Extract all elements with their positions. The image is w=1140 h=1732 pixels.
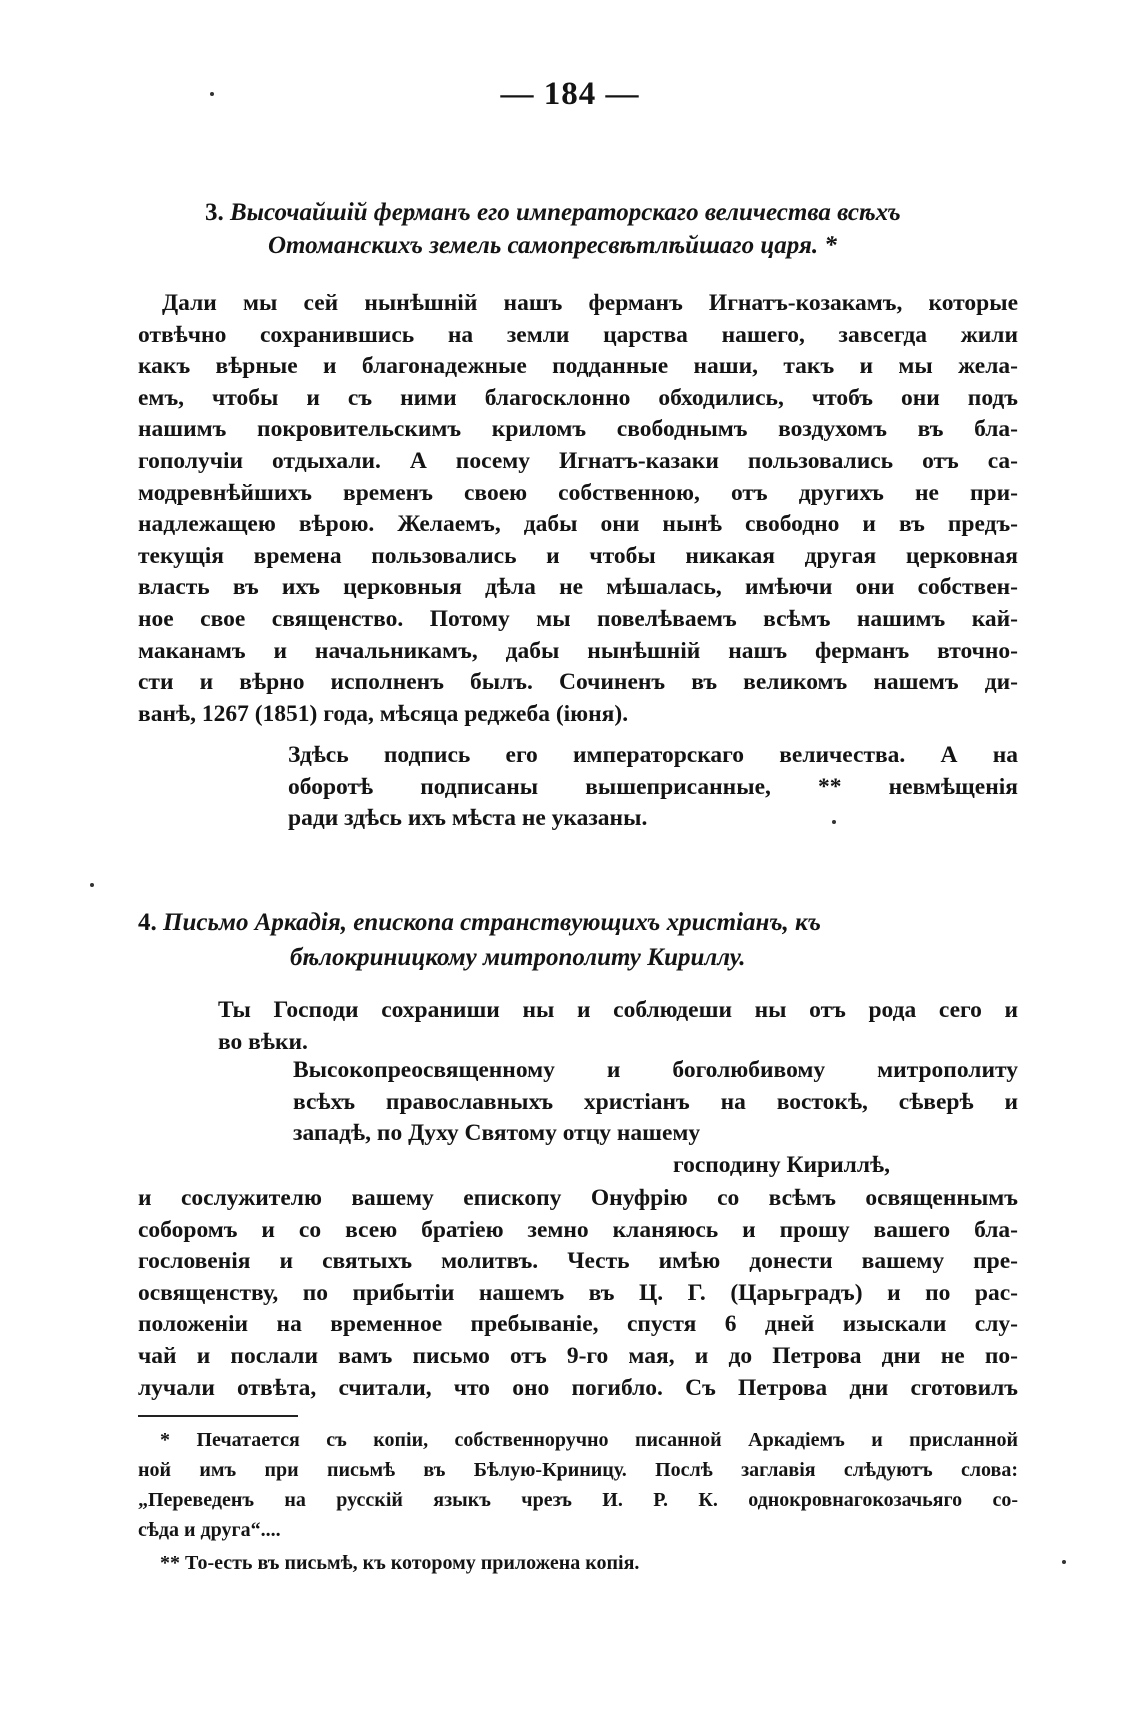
text-line: емъ, чтобы и съ ними благосклонно обходились, чтобъ они подъ	[138, 384, 1018, 411]
section-4-title-line-2: бѣлокриницкому митрополиту Кириллу.	[290, 944, 746, 971]
text-line: маканамъ и начальникамъ, дабы нынѣшній нашъ ферманъ вточно-	[138, 637, 1018, 664]
address-name: господину Кириллѣ,	[673, 1152, 891, 1178]
invocation	[218, 995, 1018, 1058]
text-line: гополучіи отдыхали. А посему Игнатъ-казаки пользовались отъ са-	[138, 447, 1018, 474]
section-3-title	[205, 195, 901, 231]
text-line: чай и послали вамъ письмо отъ 9-го мая, и до Петрова дни не по-	[138, 1342, 1018, 1369]
section-4-title	[138, 905, 821, 941]
section-4-body	[138, 1183, 1018, 1404]
text-line: соборомъ и со всею братіею земно кланяюсь и прошу вашего бла-	[138, 1216, 1018, 1243]
footnote-line: сѣда и друга“....	[138, 1519, 281, 1541]
footnote-line: ** То-есть въ письмѣ, къ которому приложена копія.	[160, 1552, 640, 1574]
section-4-title-cont	[290, 940, 746, 976]
section-3-title-line-1: Высочайшій ферманъ его императорскаго величества всѣхъ	[230, 199, 901, 226]
text-line: текущія времена пользовались и чтобы никакая другая церковная	[138, 542, 1018, 569]
section-4-number: 4.	[138, 909, 157, 936]
text-line: ради здѣсь ихъ мѣста не указаны.	[288, 805, 648, 832]
text-line: гословенія и святыхъ молитвъ. Честь имѣю донести вашему пре-	[138, 1248, 1018, 1275]
text-line: надлежащею вѣрою. Желаемъ, дабы они нынѣ свободно и въ предъ-	[138, 511, 1018, 538]
text-line: Высокопреосвященному и боголюбивому митрополиту	[293, 1057, 1018, 1083]
signature-note	[288, 740, 1018, 835]
footnote-2	[138, 1548, 1018, 1578]
text-line: модревнѣйшихъ временъ своею собственною, отъ другихъ не при-	[138, 479, 1018, 506]
text-line: лучали отвѣта, считали, что оно погибло. Съ Петрова дни сготовилъ	[138, 1374, 1018, 1401]
text-line: нашимъ покровительскимъ криломъ свободнымъ воздухомъ въ бла-	[138, 416, 1018, 443]
footnote-1	[138, 1425, 1018, 1545]
text-line: во вѣки.	[218, 1028, 308, 1055]
section-3-body	[138, 288, 1018, 730]
section-4-title-line-1: Письмо Аркадія, епископа странствующихъ христіанъ, къ	[163, 909, 821, 936]
text-line: всѣхъ православныхъ христіанъ на востокѣ, сѣверѣ и	[293, 1088, 1018, 1115]
text-line: Ты Господи сохраниши ны и соблюдеши ны отъ рода сего и	[218, 997, 1018, 1023]
text-line: Здѣсь подпись его императорскаго величества. А на	[288, 742, 1018, 768]
section-3-number: 3.	[205, 199, 224, 226]
text-line: оборотѣ подписаны вышеприсанные, ** невмѣщенія	[288, 773, 1018, 800]
text-line: какъ вѣрные и благонадежные подданные наши, такъ и мы жела-	[138, 353, 1018, 380]
text-line: власть въ ихъ церковныя дѣла не мѣшалась, имѣючи они собствен-	[138, 574, 1018, 601]
footnote-line: „Переведенъ на русскій языкъ чрезъ И. Р. К. однокровнагокозачьяго со-	[138, 1489, 1018, 1511]
text-line: западѣ, по Духу Святому отцу нашему	[293, 1120, 701, 1147]
section-3-title-cont	[268, 228, 837, 264]
text-line: положеніи на временное пребываніе, спустя 6 дней изыскали слу-	[138, 1311, 1018, 1338]
address-block	[293, 1055, 1018, 1150]
footnote-separator	[138, 1415, 298, 1417]
text-line: освященству, по прибытіи нашемъ въ Ц. Г. (Царьградъ) и по рас-	[138, 1279, 1018, 1306]
section-3-title-line-2: Отоманскихъ земель самопресвѣтлѣйшаго царя. *	[268, 232, 837, 259]
scan-speck	[832, 820, 836, 824]
text-line: ванѣ, 1267 (1851) года, мѣсяца реджеба (іюня).	[138, 700, 629, 727]
scan-speck	[1062, 1560, 1066, 1564]
page-number: — 184 —	[500, 76, 640, 112]
scan-speck	[90, 883, 94, 887]
footnote-line: ной имъ при письмѣ въ Бѣлую-Криницу. Послѣ заглавія слѣдуютъ слова:	[138, 1459, 1018, 1481]
text-line: отвѣчно сохранившись на земли царства нашего, завсегда жили	[138, 321, 1018, 348]
text-line: Дали мы сей нынѣшній нашъ ферманъ Игнатъ-козакамъ, которые	[162, 290, 1018, 316]
scan-speck	[210, 92, 214, 96]
text-line: ное свое священство. Потому мы повелѣваемъ всѣмъ нашимъ кай-	[138, 605, 1018, 632]
footnote-line: * Печатается съ копіи, собственноручно писанной Аркадіемъ и присланной	[160, 1429, 1018, 1451]
text-line: сти и вѣрно исполненъ былъ. Сочиненъ въ великомъ нашемъ ди-	[138, 669, 1018, 696]
text-line: и сослужителю вашему епископу Онуфрію со всѣмъ освященнымъ	[138, 1185, 1018, 1211]
